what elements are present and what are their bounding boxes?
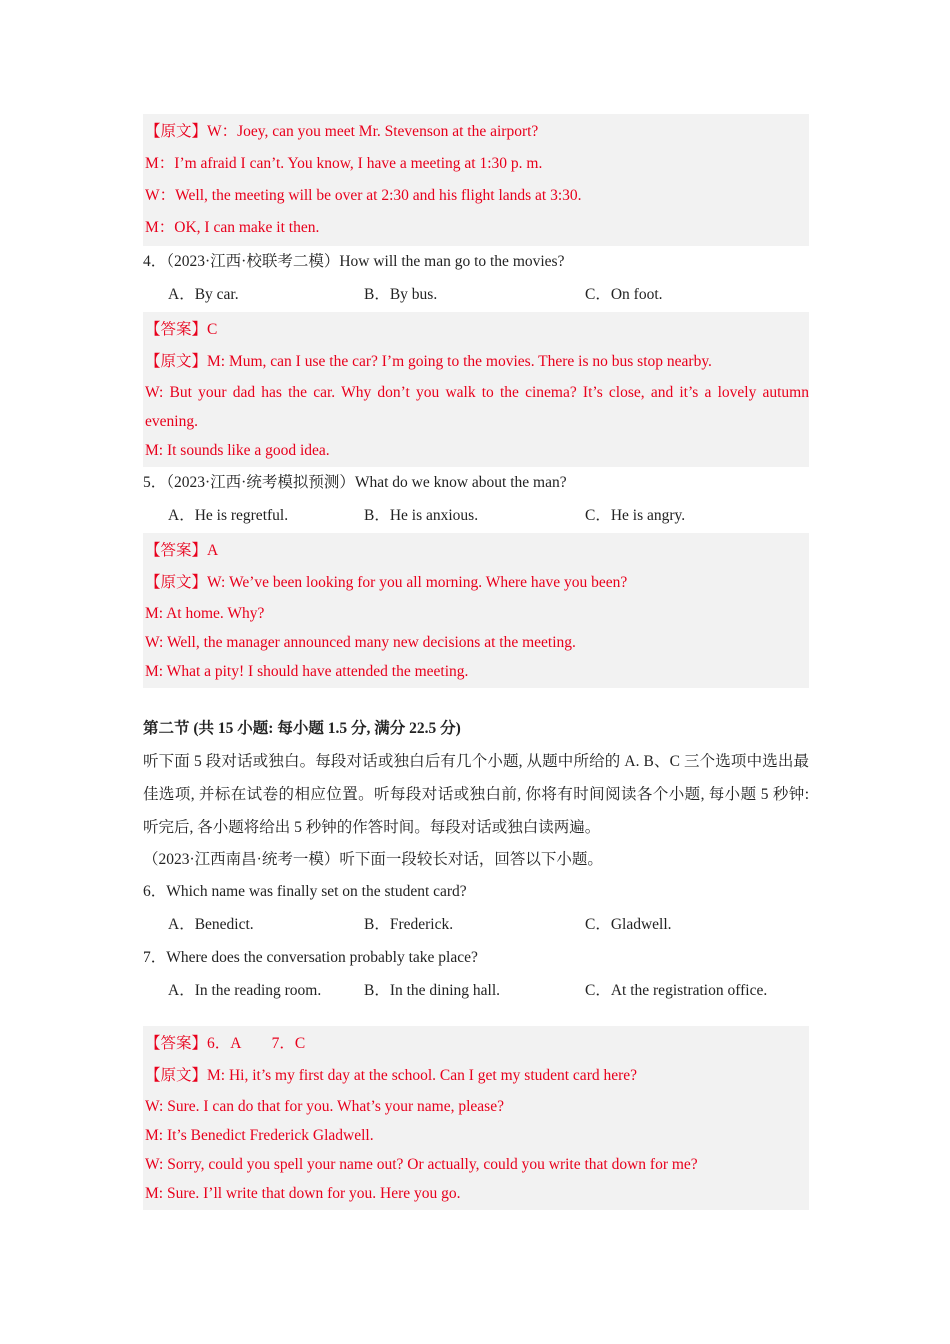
answer-block-q4 [143, 312, 809, 467]
question-6: 6．Which name was finally set on the student card? [143, 883, 467, 900]
transcript-line: M：I’m afraid I can’t. You know, I have a meeting at 1:30 p. m. [145, 155, 543, 172]
transcript-line: M: It’s Benedict Frederick Gladwell. [145, 1127, 374, 1144]
transcript-line: W: But your dad has the car. Why don’t you walk to the cinema? It’s close, and it’s a lovely autumn evening. [145, 384, 809, 430]
answer-line: 【答案】C [145, 321, 218, 338]
option-a: A．He is regretful. [168, 507, 289, 524]
answer-block-q6-q7 [143, 1026, 809, 1210]
option-c: C．At the registration office. [585, 982, 768, 999]
option-c: C．He is angry. [585, 507, 686, 524]
transcript-line: W: Well, the manager announced many new decisions at the meeting. [145, 634, 576, 651]
transcript-block-q3 [143, 114, 809, 246]
transcript-line: M: It sounds like a good idea. [145, 442, 330, 459]
transcript-line: W: Sure. I can do that for you. What’s your name, please? [145, 1098, 504, 1115]
option-b: B．By bus. [364, 286, 438, 303]
question-4-options [143, 278, 809, 312]
question-6-options [143, 908, 809, 942]
transcript-line: M: What a pity! I should have attended the meeting. [145, 663, 469, 680]
transcript-line: 【原文】W: We’ve been looking for you all morning. Where have you been? [145, 574, 628, 591]
transcript-line: W：Well, the meeting will be over at 2:30 and his flight lands at 3:30. [145, 187, 582, 204]
transcript-line: 【原文】M: Hi, it’s my first day at the school. Can I get my student card here? [145, 1067, 638, 1084]
transcript-line: M: Sure. I’ll write that down for you. Here you go. [145, 1185, 461, 1202]
answer-block-q5 [143, 533, 809, 688]
section-source: （2023·江西南昌·统考一模）听下面一段较长对话，回答以下小题。 [143, 851, 603, 868]
transcript-line: M: At home. Why? [145, 605, 265, 622]
option-b: B．Frederick. [364, 916, 454, 933]
option-b: B．He is anxious. [364, 507, 479, 524]
option-a: A．By car. [168, 286, 239, 303]
transcript-line: W: Sorry, could you spell your name out? Or actually, could you write that down for me? [145, 1156, 698, 1173]
question-4: 4．（2023·江西·校联考二模）How will the man go to the movies? [143, 253, 565, 270]
answer-line: 【答案】A [145, 542, 219, 559]
document-page [143, 114, 809, 1210]
transcript-line: M：OK, I can make it then. [145, 219, 320, 236]
option-a: A．Benedict. [168, 916, 254, 933]
question-7: 7．Where does the conversation probably take place? [143, 949, 478, 966]
answer-line: 【答案】6．A 7．C [145, 1035, 306, 1052]
transcript-line: 【原文】M: Mum, can I use the car? I’m going to the movies. There is no bus stop nearby. [145, 353, 712, 370]
section-title: 第二节 (共 15 小题: 每小题 1.5 分, 满分 22.5 分) [143, 720, 461, 737]
option-a: A．In the reading room. [168, 982, 322, 999]
option-c: C．On foot. [585, 286, 663, 303]
question-5-options [143, 499, 809, 533]
question-7-options [143, 974, 809, 1008]
transcript-line: 【原文】W：Joey, can you meet Mr. Stevenson at the airport? [145, 123, 539, 140]
option-c: C．Gladwell. [585, 916, 672, 933]
section-instructions: 听下面 5 段对话或独白。每段对话或独白后有几个小题, 从题中所给的 A. B、C 三个选项中选出最佳选项, 并标在试卷的相应位置。听每段对话或独白前, 你将有时间阅读各个小题, 每小题 5 秒钟: 听完后, 各小题将给出 5 秒钟的作答时间。每段对话或独白读两遍。 [143, 753, 809, 836]
question-5: 5．（2023·江西·统考模拟预测）What do we know about the man? [143, 474, 567, 491]
option-b: B．In the dining hall. [364, 982, 501, 999]
